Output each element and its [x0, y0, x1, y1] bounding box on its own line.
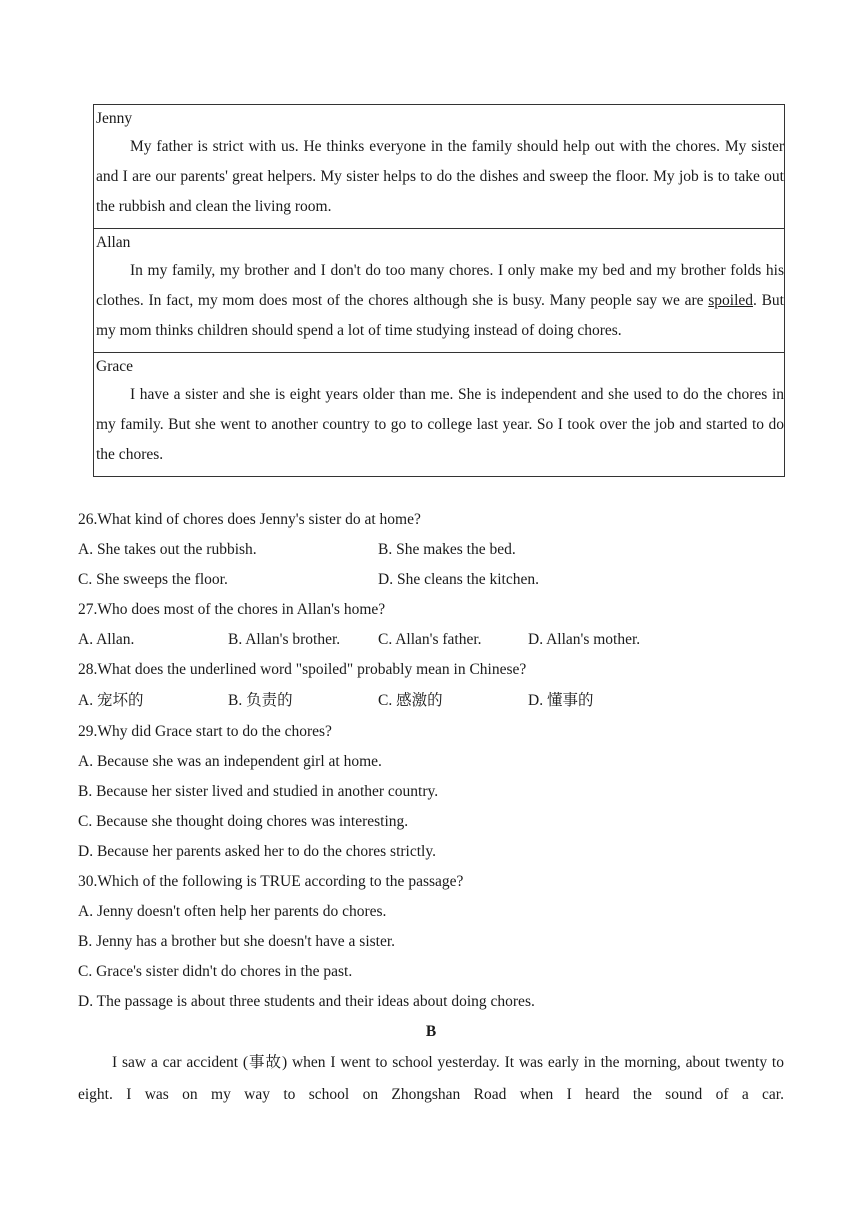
question-stem: 30.Which of the following is TRUE according to the passage? — [78, 873, 464, 890]
question-options — [78, 535, 784, 565]
option-b: B. Allan's brother. — [228, 631, 341, 648]
option-d: D. Allan's mother. — [528, 631, 641, 648]
option-a: A. Jenny doesn't often help her parents do chores. — [78, 903, 387, 920]
question-options — [78, 685, 784, 717]
option-a: A. Allan. — [78, 631, 135, 648]
question-options — [78, 565, 784, 595]
question-stem: 26.What kind of chores does Jenny's sister do at home? — [78, 511, 421, 528]
question-stem: 29.Why did Grace start to do the chores? — [78, 723, 332, 740]
passage-table — [93, 104, 785, 477]
passage-cell-grace — [94, 353, 784, 476]
speaker-text: My father is strict with us. He thinks everyone in the family should help out with the chores. My sister and I are our parents' great helpers. My sister helps to do the dishes and sweep the floor. My job is to take out the rubbish and clean the living room. — [96, 138, 784, 215]
option-a: A. 宠坏的 — [78, 692, 144, 709]
option-c: C. Grace's sister didn't do chores in the past. — [78, 963, 353, 980]
speaker-text — [96, 256, 784, 346]
option-b: B. Jenny has a brother but she doesn't have a sister. — [78, 933, 396, 950]
question-stem: 28.What does the underlined word "spoiled" probably mean in Chinese? — [78, 661, 527, 678]
passage-cell-jenny — [94, 105, 784, 229]
speaker-name: Grace — [96, 358, 133, 375]
question-options — [78, 625, 784, 655]
option-d: D. The passage is about three students and their ideas about doing chores. — [78, 993, 535, 1010]
option-d: D. She cleans the kitchen. — [378, 571, 539, 588]
option-c: C. Because she thought doing chores was interesting. — [78, 813, 409, 830]
speaker-name: Jenny — [96, 110, 133, 127]
section-heading: B — [425, 1023, 437, 1040]
option-a: A. Because she was an independent girl at home. — [78, 753, 382, 770]
text-after: . But my mom thinks children should spend a lot of time studying instead of doing chores. — [96, 292, 784, 339]
option-b: B. 负责的 — [228, 692, 293, 709]
option-b: B. She makes the bed. — [378, 541, 516, 558]
option-b: B. Because her sister lived and studied in another country. — [78, 783, 439, 800]
section-b-passage: I saw a car accident (事故) when I went to school yesterday. It was early in the morning, about twenty to eight. I was on my way to school on Zhongshan Road when I heard the sound of a car. — [78, 1054, 784, 1103]
option-c: C. Allan's father. — [378, 631, 482, 648]
option-c: C. She sweeps the floor. — [78, 571, 228, 588]
question-stem: 27.Who does most of the chores in Allan's home? — [78, 601, 386, 618]
questions-section — [78, 505, 784, 1111]
underlined-word: spoiled — [708, 292, 754, 309]
speaker-text: I have a sister and she is eight years older than me. She is independent and she used to do the chores in my family. But she went to another country to go to college last year. So I took over the job and started to do the chores. — [96, 386, 784, 463]
option-c: C. 感激的 — [378, 692, 443, 709]
text-before: In my family, my brother and I don't do too many chores. I only make my bed and my brother folds his clothes. In fact, my mom does most of the chores although she is busy. Many people say we are — [96, 262, 784, 309]
speaker-name: Allan — [96, 234, 131, 251]
option-d: D. Because her parents asked her to do the chores strictly. — [78, 843, 436, 860]
passage-cell-allan — [94, 229, 784, 353]
option-d: D. 懂事的 — [528, 692, 594, 709]
option-a: A. She takes out the rubbish. — [78, 541, 257, 558]
